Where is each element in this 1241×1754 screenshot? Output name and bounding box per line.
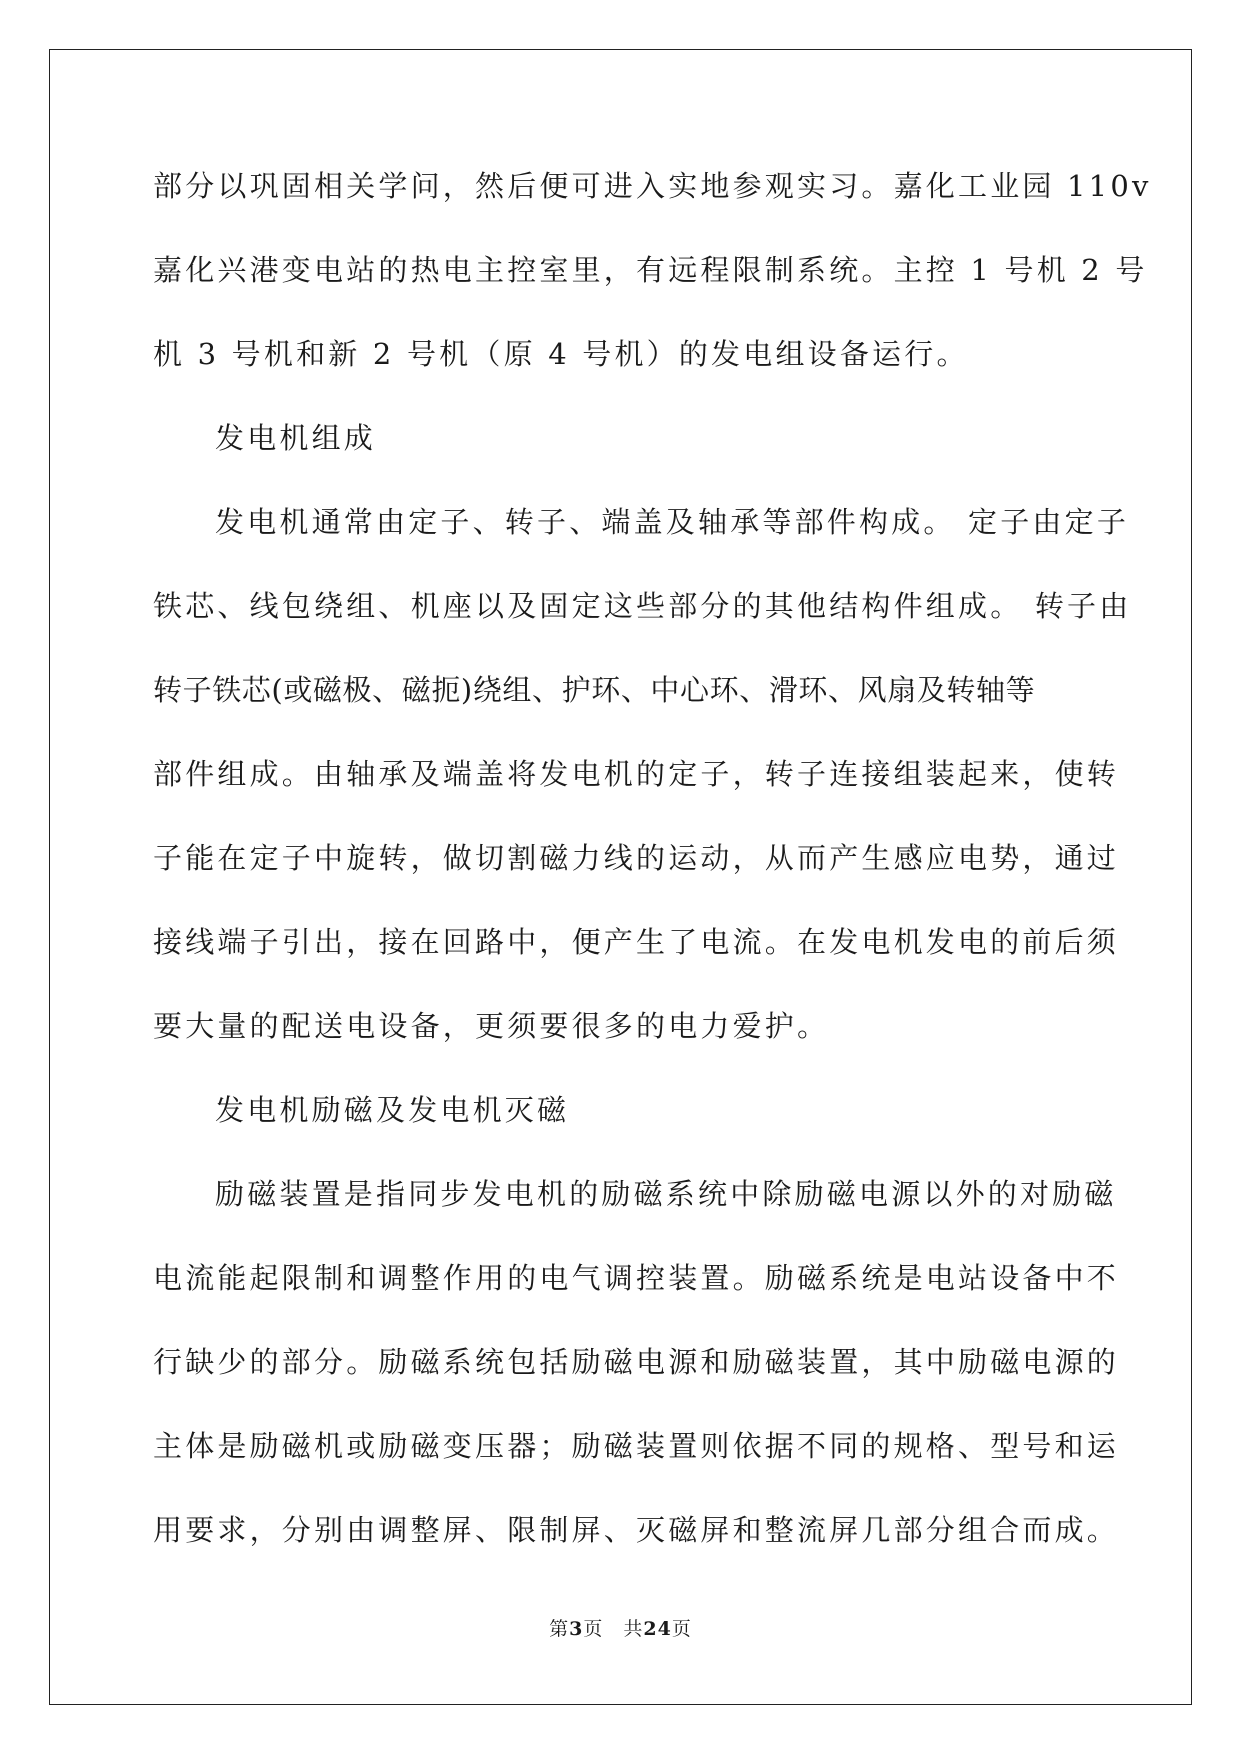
body-line: 子能在定子中旋转，做切割磁力线的运动，从而产生感应电势，通过 (153, 841, 1120, 875)
body-line: 用要求，分别由调整屏、限制屏、灭磁屏和整流屏几部分组合而成。 (153, 1513, 1120, 1547)
body-line: 铁芯、线包绕组、机座以及固定这些部分的其他结构件组成。 转子由 (153, 589, 1132, 623)
body-line: 主体是励磁机或励磁变压器；励磁装置则依据不同的规格、型号和运 (153, 1429, 1120, 1463)
page-number-current: 3 (569, 1618, 584, 1640)
body-line: 机 3 号机和新 2 号机（原 4 号机）的发电组设备运行。 (153, 337, 969, 371)
page-number-prefix: 第 (549, 1618, 570, 1640)
body-line: 转子铁芯(或磁极、磁扼)绕组、护环、中心环、滑环、风扇及转轴等 (153, 673, 1036, 707)
body-line: 要大量的配送电设备，更须要很多的电力爱护。 (153, 1009, 830, 1043)
body-line: 励磁装置是指同步发电机的励磁系统中除励磁电源以外的对励磁 (215, 1177, 1117, 1211)
section-heading: 发电机励磁及发电机灭磁 (215, 1093, 570, 1127)
body-line: 发电机通常由定子、转子、端盖及轴承等部件构成。 定子由定子 (215, 505, 1130, 539)
page-footer (0, 1614, 1241, 1641)
body-line: 接线端子引出，接在回路中，便产生了电流。在发电机发电的前后须 (153, 925, 1120, 959)
body-line: 电流能起限制和调整作用的电气调控装置。励磁系统是电站设备中不 (153, 1261, 1120, 1295)
document-body (153, 160, 1152, 1588)
page-number-middle: 页 共 (583, 1618, 644, 1640)
section-heading: 发电机组成 (215, 421, 377, 455)
body-line: 部分以巩固相关学问，然后便可进入实地参观实习。嘉化工业园 110v (153, 169, 1152, 203)
body-line: 行缺少的部分。励磁系统包括励磁电源和励磁装置，其中励磁电源的 (153, 1345, 1120, 1379)
page-number-total: 24 (643, 1618, 672, 1640)
page-number-suffix: 页 (671, 1618, 692, 1640)
body-line: 部件组成。由轴承及端盖将发电机的定子，转子连接组装起来，使转 (153, 757, 1120, 791)
body-line: 嘉化兴港变电站的热电主控室里，有远程限制系统。主控 1 号机 2 号 (153, 253, 1148, 287)
